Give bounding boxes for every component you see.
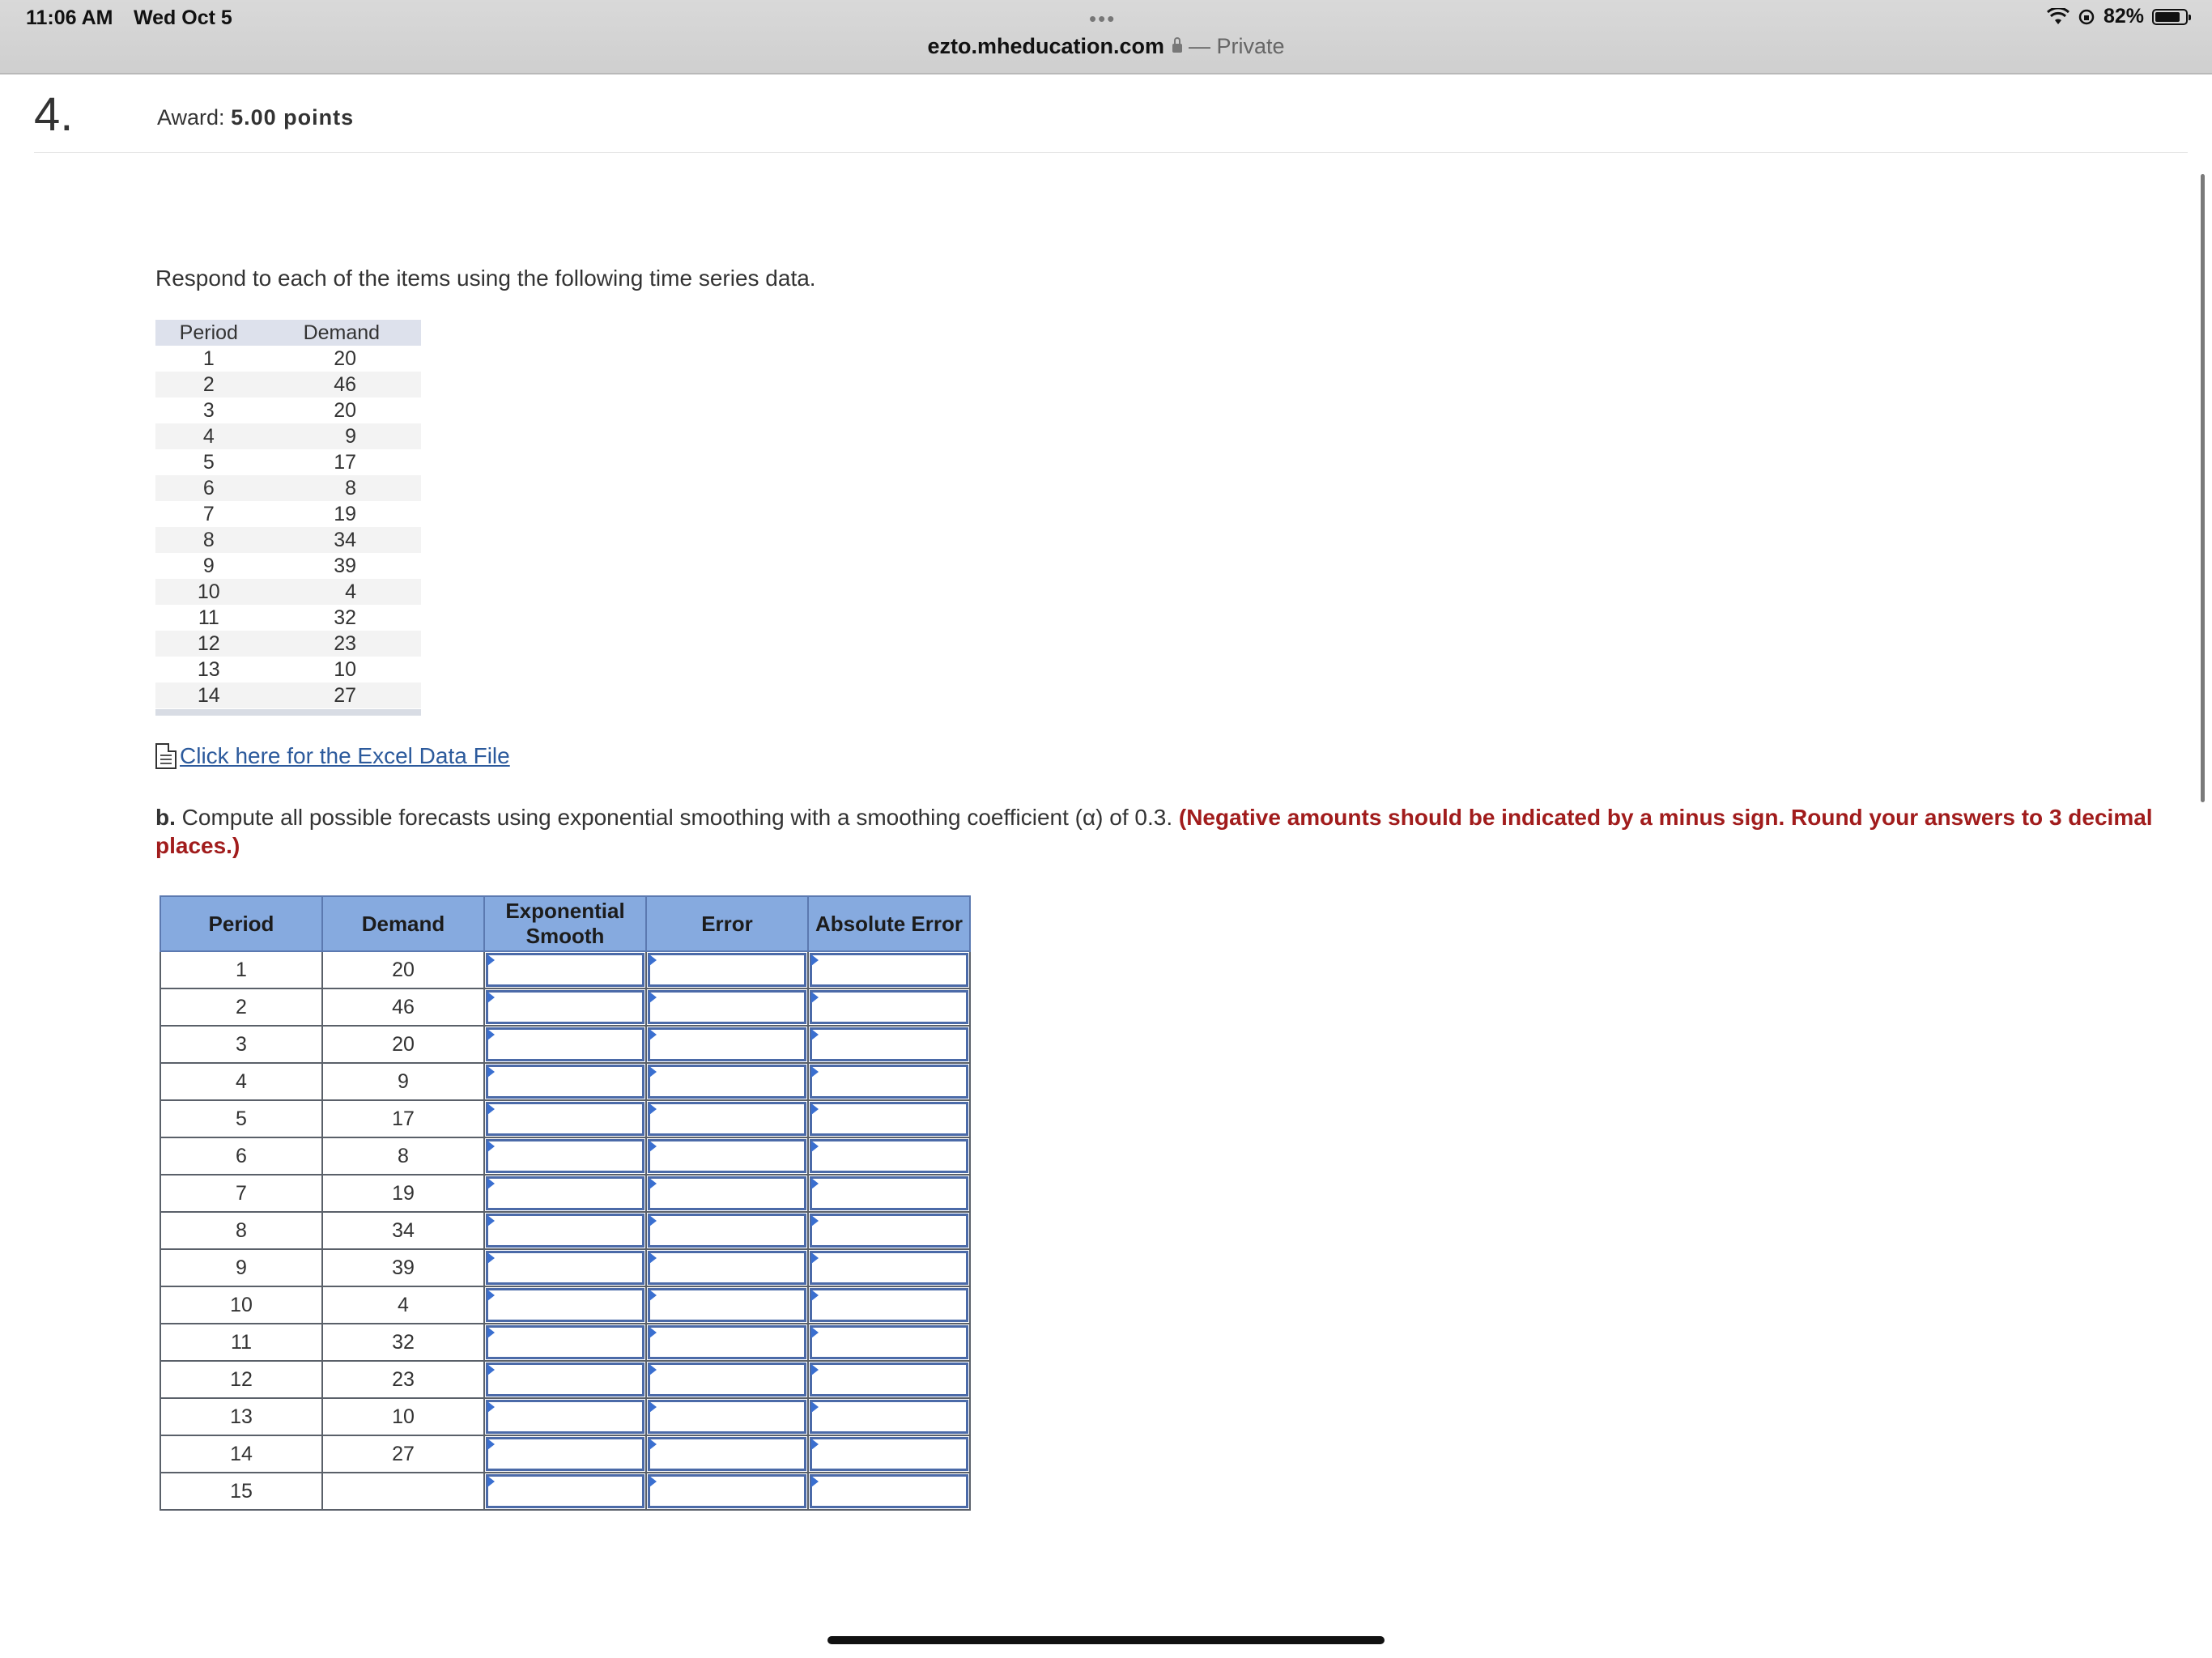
table-row	[160, 1398, 970, 1435]
error-input[interactable]	[648, 1102, 806, 1136]
period-cell: 12	[160, 1361, 322, 1398]
absolute-error-input[interactable]	[810, 1437, 968, 1471]
absolute-error-input[interactable]	[810, 953, 968, 987]
table-row	[160, 1324, 970, 1361]
question-number: 4.	[34, 88, 74, 141]
column-header-period: Period	[160, 896, 322, 951]
period-cell: 6	[160, 1137, 322, 1175]
part-b-text: Compute all possible forecasts using exponential smoothing with a smoothing coefficient (α) of 0.3.	[175, 805, 1179, 830]
error-cell	[646, 951, 808, 988]
exponential-smooth-input[interactable]	[486, 1400, 644, 1434]
answer-table	[160, 895, 971, 1511]
exponential-smooth-cell	[484, 1137, 646, 1175]
period-cell: 10	[160, 1286, 322, 1324]
absolute-error-cell	[808, 1063, 970, 1100]
exponential-smooth-input[interactable]	[486, 1214, 644, 1248]
exponential-smooth-input[interactable]	[486, 1474, 644, 1508]
table-row	[155, 657, 421, 682]
exponential-smooth-cell	[484, 988, 646, 1026]
demand-cell: 20	[334, 346, 356, 370]
exponential-smooth-cell	[484, 1249, 646, 1286]
period-cell: 7	[160, 1175, 322, 1212]
period-cell: 15	[160, 1473, 322, 1510]
exponential-smooth-cell	[484, 1100, 646, 1137]
absolute-error-input[interactable]	[810, 1288, 968, 1322]
more-dots-icon[interactable]: •••	[1089, 6, 1117, 31]
absolute-error-cell	[808, 1137, 970, 1175]
period-cell: 7	[202, 502, 215, 525]
period-cell: 14	[160, 1435, 322, 1473]
exponential-smooth-input[interactable]	[486, 1027, 644, 1061]
error-cell	[646, 988, 808, 1026]
absolute-error-cell	[808, 1175, 970, 1212]
period-cell: 1	[202, 346, 215, 370]
period-cell: 5	[160, 1100, 322, 1137]
error-input[interactable]	[648, 1139, 806, 1173]
absolute-error-cell	[808, 1361, 970, 1398]
error-cell	[646, 1435, 808, 1473]
exponential-smooth-cell	[484, 1175, 646, 1212]
exponential-smooth-input[interactable]	[486, 1065, 644, 1099]
error-cell	[646, 1324, 808, 1361]
exponential-smooth-cell	[484, 1026, 646, 1063]
error-cell	[646, 1249, 808, 1286]
exponential-smooth-cell	[484, 1398, 646, 1435]
demand-cell: 9	[322, 1063, 484, 1100]
error-input[interactable]	[648, 1251, 806, 1285]
error-input[interactable]	[648, 1176, 806, 1210]
exponential-smooth-input[interactable]	[486, 1176, 644, 1210]
demand-cell: 20	[322, 1026, 484, 1063]
demand-cell: 10	[322, 1398, 484, 1435]
error-input[interactable]	[648, 1288, 806, 1322]
award	[157, 105, 354, 130]
period-cell: 11	[198, 606, 219, 629]
absolute-error-cell	[808, 1473, 970, 1510]
error-input[interactable]	[648, 953, 806, 987]
part-b-question	[155, 803, 2172, 860]
scrollbar[interactable]	[2201, 174, 2205, 802]
demand-cell: 27	[322, 1435, 484, 1473]
exponential-smooth-cell	[484, 1063, 646, 1100]
battery-icon	[2152, 9, 2188, 25]
demand-cell: 17	[322, 1100, 484, 1137]
exponential-smooth-input[interactable]	[486, 1251, 644, 1285]
orientation-lock-icon	[2078, 8, 2095, 26]
exponential-smooth-cell	[484, 1435, 646, 1473]
error-input[interactable]	[648, 1065, 806, 1099]
demand-cell: 8	[322, 1137, 484, 1175]
status-date: Wed Oct 5	[134, 6, 232, 29]
exponential-smooth-input[interactable]	[486, 953, 644, 987]
demand-cell: 20	[322, 951, 484, 988]
demand-cell: 32	[322, 1324, 484, 1361]
table-row	[155, 579, 421, 605]
absolute-error-input[interactable]	[810, 1102, 968, 1136]
demand-cell: 9	[262, 423, 421, 449]
demand-cell: 46	[322, 988, 484, 1026]
exponential-smooth-cell	[484, 1473, 646, 1510]
absolute-error-input[interactable]	[810, 1176, 968, 1210]
absolute-error-input[interactable]	[810, 1474, 968, 1508]
exponential-smooth-input[interactable]	[486, 1325, 644, 1359]
address-bar[interactable]	[0, 34, 2212, 59]
period-cell: 2	[155, 372, 262, 397]
award-label: Award:	[157, 105, 225, 130]
demand-cell: 8	[262, 475, 421, 501]
demand-cell: 19	[322, 1175, 484, 1212]
error-cell	[646, 1137, 808, 1175]
absolute-error-input[interactable]	[810, 1251, 968, 1285]
status-time: 11:06 AM	[26, 6, 113, 29]
exponential-smooth-input[interactable]	[486, 990, 644, 1024]
status-indicators	[2047, 5, 2188, 28]
award-value: 5.00 points	[231, 105, 355, 130]
exponential-smooth-cell	[484, 1286, 646, 1324]
period-cell: 10	[155, 579, 262, 605]
demand-cell: 19	[334, 502, 356, 525]
divider	[34, 152, 2188, 153]
absolute-error-input[interactable]	[810, 1027, 968, 1061]
demand-cell: 32	[334, 606, 356, 629]
table-row	[160, 1473, 970, 1510]
error-input[interactable]	[648, 1437, 806, 1471]
demand-cell: 34	[262, 527, 421, 553]
absolute-error-cell	[808, 1100, 970, 1137]
period-cell: 1	[160, 951, 322, 988]
table-row	[155, 397, 421, 423]
demand-cell: 10	[334, 657, 356, 681]
table-row	[160, 1100, 970, 1137]
absolute-error-input[interactable]	[810, 1065, 968, 1099]
absolute-error-input[interactable]	[810, 1325, 968, 1359]
absolute-error-cell	[808, 1026, 970, 1063]
absolute-error-cell	[808, 1212, 970, 1249]
absolute-error-input[interactable]	[810, 1363, 968, 1397]
absolute-error-cell	[808, 1249, 970, 1286]
demand-cell: 17	[334, 450, 356, 474]
absolute-error-cell	[808, 1324, 970, 1361]
absolute-error-cell	[808, 988, 970, 1026]
demand-cell: 27	[262, 682, 421, 708]
status-bar	[0, 0, 2212, 74]
error-cell	[646, 1398, 808, 1435]
exponential-smooth-input[interactable]	[486, 1288, 644, 1322]
table-row	[160, 988, 970, 1026]
table-row	[155, 346, 421, 372]
intro-text: Respond to each of the items using the following time series data.	[155, 266, 816, 291]
table-row	[160, 1286, 970, 1324]
exponential-smooth-input[interactable]	[486, 1102, 644, 1136]
error-cell	[646, 1175, 808, 1212]
error-input[interactable]	[648, 1214, 806, 1248]
demand-cell	[322, 1473, 484, 1510]
period-cell: 9	[202, 554, 215, 577]
table-row	[155, 372, 421, 397]
table-row	[155, 423, 421, 449]
part-b-letter: b.	[155, 805, 176, 830]
error-cell	[646, 1361, 808, 1398]
period-cell: 13	[160, 1398, 322, 1435]
error-cell	[646, 1063, 808, 1100]
exponential-smooth-cell	[484, 1324, 646, 1361]
table-row	[160, 1435, 970, 1473]
period-cell: 13	[197, 657, 220, 681]
table-row	[160, 1361, 970, 1398]
error-input[interactable]	[648, 1474, 806, 1508]
column-header-period: Period	[155, 320, 262, 346]
lock-icon	[1172, 44, 1182, 53]
wifi-icon	[2047, 8, 2069, 26]
demand-cell: 23	[322, 1361, 484, 1398]
table-row	[155, 449, 421, 475]
absolute-error-input[interactable]	[810, 1400, 968, 1434]
exponential-smooth-input[interactable]	[486, 1139, 644, 1173]
table-row	[155, 501, 421, 527]
period-cell: 9	[160, 1249, 322, 1286]
error-cell	[646, 1100, 808, 1137]
error-input[interactable]	[648, 1363, 806, 1397]
demand-cell: 39	[322, 1249, 484, 1286]
time-series-table	[155, 320, 421, 708]
period-cell: 6	[155, 475, 262, 501]
excel-link-text[interactable]: Click here for the Excel Data File	[180, 743, 510, 768]
absolute-error-cell	[808, 1286, 970, 1324]
column-header-demand: Demand	[262, 320, 421, 346]
absolute-error-input[interactable]	[810, 1139, 968, 1173]
demand-cell: 4	[322, 1286, 484, 1324]
table-footer	[155, 709, 421, 716]
period-cell: 11	[160, 1324, 322, 1361]
excel-data-file-link[interactable]	[155, 743, 510, 769]
table-row	[155, 553, 421, 579]
error-input[interactable]	[648, 1400, 806, 1434]
exponential-smooth-cell	[484, 1361, 646, 1398]
table-row	[155, 527, 421, 553]
absolute-error-cell	[808, 1398, 970, 1435]
table-row	[155, 631, 421, 657]
error-input[interactable]	[648, 1027, 806, 1061]
error-cell	[646, 1473, 808, 1510]
table-row	[155, 605, 421, 631]
exponential-smooth-input[interactable]	[486, 1363, 644, 1397]
url-private-label: — Private	[1188, 34, 1285, 58]
period-cell: 5	[202, 450, 215, 474]
battery-percent: 82%	[2103, 5, 2144, 28]
error-input[interactable]	[648, 1325, 806, 1359]
error-input[interactable]	[648, 990, 806, 1024]
error-cell	[646, 1212, 808, 1249]
period-cell: 2	[160, 988, 322, 1026]
table-row	[160, 1212, 970, 1249]
period-cell: 3	[160, 1026, 322, 1063]
demand-cell: 34	[322, 1212, 484, 1249]
period-cell: 12	[155, 631, 262, 657]
table-row	[160, 1175, 970, 1212]
column-header-absolute-error: Absolute Error	[808, 896, 970, 951]
url-domain: ezto.mheducation.com	[927, 34, 1164, 58]
error-cell	[646, 1026, 808, 1063]
exponential-smooth-cell	[484, 1212, 646, 1249]
demand-cell: 23	[262, 631, 421, 657]
table-row	[160, 1137, 970, 1175]
absolute-error-input[interactable]	[810, 1214, 968, 1248]
table-row	[160, 951, 970, 988]
demand-cell: 39	[334, 554, 356, 577]
period-cell: 3	[202, 398, 215, 422]
exponential-smooth-cell	[484, 951, 646, 988]
demand-cell: 46	[262, 372, 421, 397]
period-cell: 8	[155, 527, 262, 553]
table-row	[160, 1026, 970, 1063]
excel-file-icon	[155, 743, 177, 769]
absolute-error-input[interactable]	[810, 990, 968, 1024]
table-row	[155, 682, 421, 708]
absolute-error-cell	[808, 951, 970, 988]
period-cell: 8	[160, 1212, 322, 1249]
column-header-error: Error	[646, 896, 808, 951]
period-cell: 14	[155, 682, 262, 708]
column-header-demand: Demand	[322, 896, 484, 951]
period-cell: 4	[160, 1063, 322, 1100]
table-row	[160, 1063, 970, 1100]
table-row	[160, 1249, 970, 1286]
part-b-instructions: (Negative amounts should be indicated by a minus sign. Round your answers to 3 decimal places.)	[155, 805, 2153, 858]
period-cell: 4	[155, 423, 262, 449]
table-row	[155, 475, 421, 501]
demand-cell: 4	[262, 579, 421, 605]
home-indicator[interactable]	[827, 1636, 1385, 1644]
column-header-exponential-smooth: Exponential Smooth	[484, 896, 646, 951]
exponential-smooth-input[interactable]	[486, 1437, 644, 1471]
demand-cell: 20	[334, 398, 356, 422]
absolute-error-cell	[808, 1435, 970, 1473]
error-cell	[646, 1286, 808, 1324]
